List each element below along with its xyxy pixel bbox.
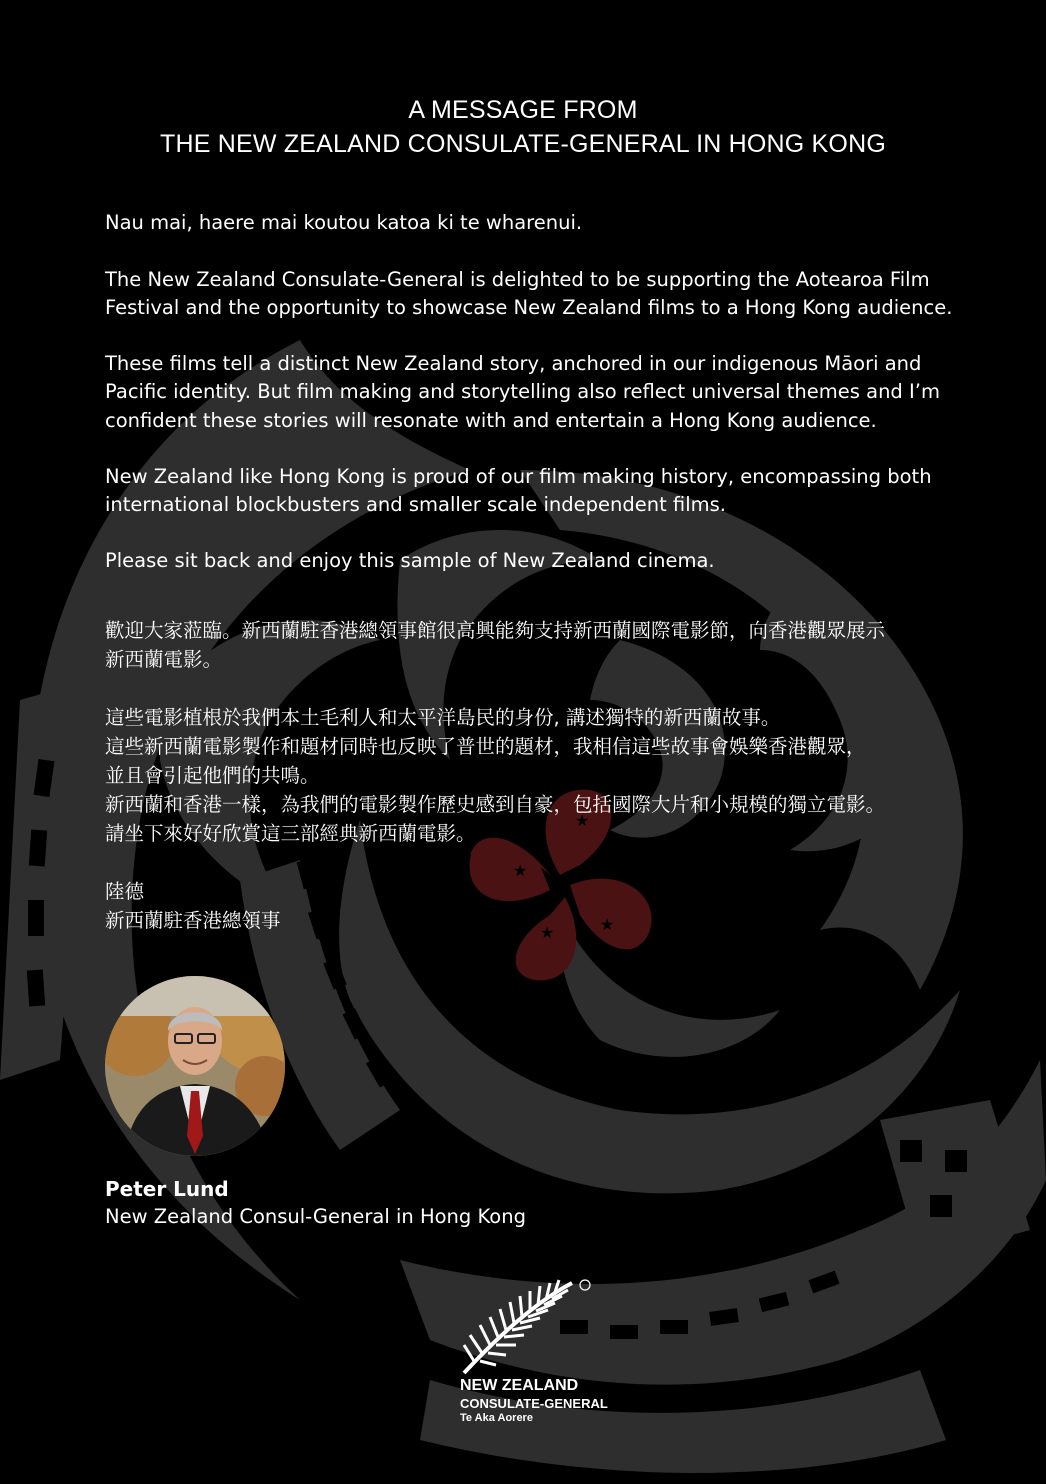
logo-line-3: Te Aka Aorere xyxy=(460,1412,533,1424)
english-paragraph-5: Please sit back and enjoy this sample of New Zealand cinema. xyxy=(105,549,715,572)
silver-fern-icon xyxy=(460,1275,600,1375)
svg-text:★: ★ xyxy=(540,923,555,942)
signatory-name: Peter Lund xyxy=(105,1177,229,1201)
page-title xyxy=(0,93,1046,161)
svg-text:★: ★ xyxy=(625,853,640,872)
chinese-p1-line-1: 歡迎大家蒞臨。新西蘭駐香港總領事館很高興能夠支持新西蘭國際電影節，向香港觀眾展示 xyxy=(105,619,886,642)
title-line-1: A MESSAGE FROM xyxy=(408,96,638,124)
svg-text:★: ★ xyxy=(575,811,590,830)
chinese-p2-line-4: 新西蘭和香港一樣，為我們的電影製作歷史感到自豪，包括國際大片和小規模的獨立電影。 xyxy=(105,793,886,816)
chinese-p2-line-3: 並且會引起他們的共鳴。 xyxy=(105,764,320,787)
signatory-title: New Zealand Consul-General in Hong Kong xyxy=(105,1205,526,1228)
title-line-2: THE NEW ZEALAND CONSULATE-GENERAL IN HONG KONG xyxy=(160,130,886,158)
chinese-p2-line-1: 這些電影植根於我們本土毛利人和太平洋島民的身份, 講述獨特的新西蘭故事。 xyxy=(105,706,781,729)
english-paragraph-4: New Zealand like Hong Kong is proud of our film making history, encompassing both international blockbusters and smaller scale independent films. xyxy=(105,465,932,517)
logo-line-2: CONSULATE-GENERAL xyxy=(460,1396,608,1411)
consul-portrait-photo xyxy=(105,976,285,1156)
logo-line-1: NEW ZEALAND xyxy=(460,1377,579,1394)
english-paragraph-2: The New Zealand Consulate-General is delighted to be supporting the Aotearoa Film Festival and the opportunity to showcase New Zealand films to a Hong Kong audience. xyxy=(105,268,953,320)
chinese-p2-line-5: 請坐下來好好欣賞這三部經典新西蘭電影。 xyxy=(105,822,476,845)
chinese-paragraph-1 xyxy=(105,616,985,674)
chinese-paragraph-2 xyxy=(105,703,985,848)
consulate-logo xyxy=(460,1275,620,1435)
chinese-signature xyxy=(105,877,985,935)
chinese-signature-name: 陸德 xyxy=(105,880,145,903)
english-paragraph-3: These films tell a distinct New Zealand story, anchored in our indigenous Māori and Pacific identity. But film making and storytelling also reflect universal themes and I’m confident these stories will resonate with and entertain a Hong Kong audience. xyxy=(105,352,940,432)
svg-text:★: ★ xyxy=(513,861,528,880)
chinese-p2-line-2: 這些新西蘭電影製作和題材同時也反映了普世的題材，我相信這些故事會娛樂香港觀眾， xyxy=(105,735,866,758)
english-paragraph-1: Nau mai, haere mai koutou katoa ki te wharenui. xyxy=(105,211,583,234)
chinese-signature-title: 新西蘭駐香港總領事 xyxy=(105,909,281,932)
chinese-p1-line-2: 新西蘭電影。 xyxy=(105,648,223,671)
svg-text:★: ★ xyxy=(600,915,615,934)
